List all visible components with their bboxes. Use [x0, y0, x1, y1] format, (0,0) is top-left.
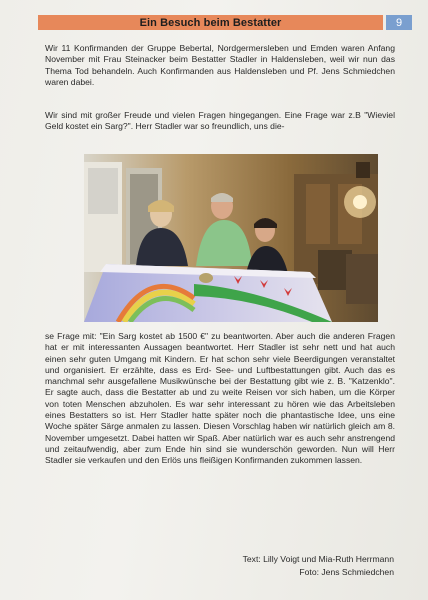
- page-title: Ein Besuch beim Bestatter: [139, 16, 282, 29]
- text-credit: Text: Lilly Voigt und Mia-Ruth Herrmann: [242, 554, 394, 564]
- paragraph-intro: Wir 11 Konfirmanden der Gruppe Bebertal, Nordgermersleben und Emden waren Anfang November mit Frau Steinacker beim Bestatter Stadler in Haldensleben, weil wir nun das Thema Tod behandeln. Auch Konfirmanden aus Haldensleben und Pf. Jens Schmiedchen waren dabei.: [45, 43, 395, 87]
- photo-illustration: [84, 154, 378, 322]
- title-bar: [38, 15, 383, 30]
- article-photo: [84, 154, 378, 322]
- page-number: 9: [386, 15, 412, 30]
- paragraph-questions: Wir sind mit großer Freude und vielen Fragen hingegangen. Eine Frage war z.B "Wieviel Geld kostet ein Sarg?". Herr Stadler war so freundlich, uns die-: [45, 110, 395, 132]
- paragraph-visit: se Frage mit: "Ein Sarg kostet ab 1500 €" zu beantworten. Aber auch die anderen Fragen hat er mit interessanten Aussagen beantwortet. Herr Stadler ist sehr nett und hat auch einen sehr guten Umgang mit Kindern. Er hat schon sehr viele Beerdigungen veranstaltet und organisiert. Er erzählte, dass es Erd- See- und Luftbestattungen gibt. Auch das es manchmal sehr ausgefallene Musikwünsche bei der Bestattung gibt wie z. B. "Katzenklo". Er sagte auch, dass die Bestatter ab und zu weite Reisen vor sich haben, um die Körper von toten Menschen abzuholen. Es war sehr interessant zu hören wie das Arbeitsleben eines Bestatters so ist. Herr Stadler hatte später noch die phantastische Idee, uns eine Woche später Särge anmalen zu lassen. Diesen Vorschlag haben wir natürlich gleich am 8. November umgesetzt. Dabei hatten wir Spaß. Aber natürlich war es auch sehr anstrengend und zeitaufwendig, aber zum Ende hin sind sie wunderschön geworden. Nun will Herr Stadler sie verkaufen und den Erlös uns fleißigen Konfirmanden zukommen lassen.: [45, 331, 395, 466]
- credits: [243, 553, 394, 578]
- photo-credit: Foto: Jens Schmiedchen: [299, 566, 394, 577]
